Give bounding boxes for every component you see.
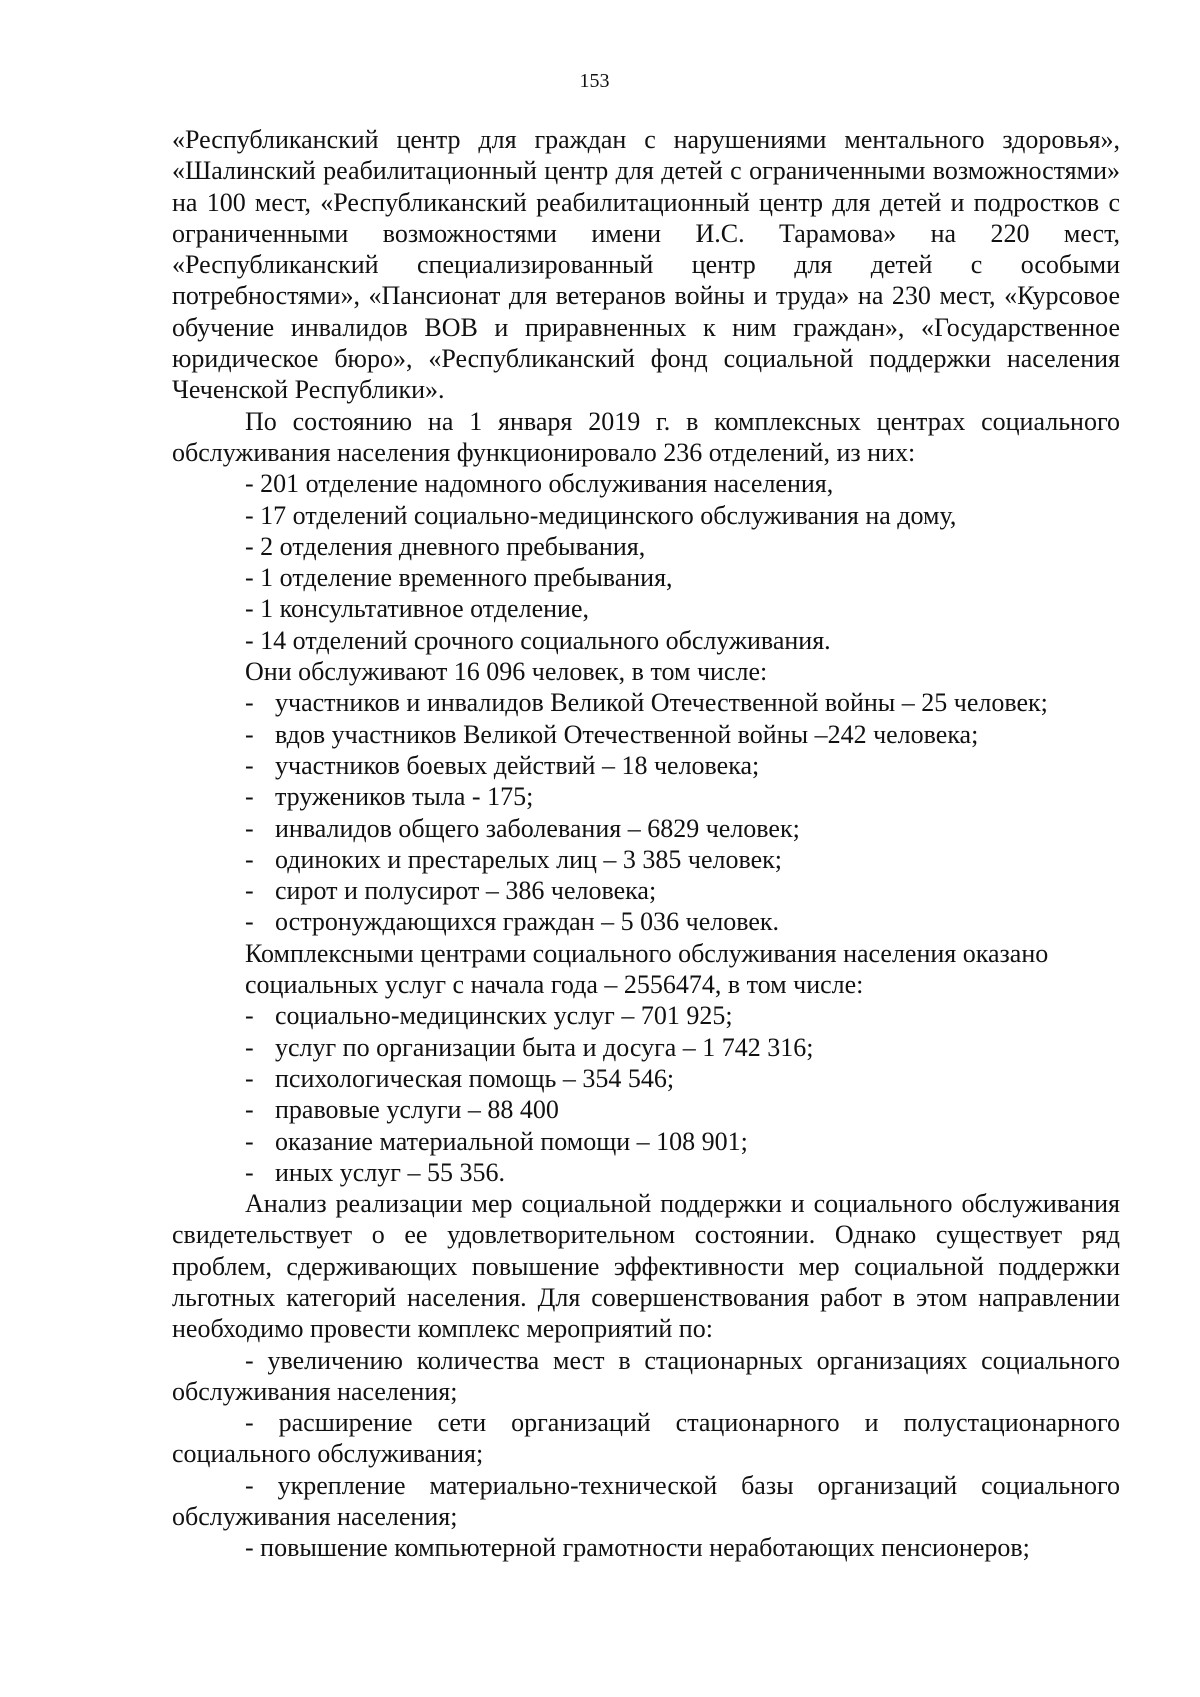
list-dash: -: [245, 750, 254, 780]
list-item: [172, 719, 1120, 750]
list-item: - 201 отделение надомного обслуживания населения,: [245, 469, 834, 499]
list-item-text: правовые услуги – 88 400: [275, 1095, 559, 1125]
list-item: [172, 1157, 1120, 1188]
list-item: [172, 750, 1120, 781]
list-item: [172, 781, 1120, 812]
list-item: - 1 отделение временного пребывания,: [245, 563, 673, 593]
list-item: [172, 875, 1120, 906]
list-dash: -: [245, 719, 254, 749]
analysis-paragraph: Анализ реализации мер социальной поддержки и социального обслуживания свидетельствует о ее удовлетворительном состоянии. Однако существует ряд проблем, сдерживающих повышение эффективности мер социальной поддержки льготных категорий населения. Для совершенствования работ в этом направлении необходимо провести комплекс мероприятий по:: [172, 1189, 1120, 1344]
list-dash: -: [245, 813, 254, 843]
services-intro-line-2: социальных услуг с начала года – 2556474, в том числе:: [245, 970, 864, 1000]
list-dash: -: [245, 1126, 254, 1156]
list-item: [172, 687, 1120, 718]
services-intro-line-1: Комплексными центрами социального обслуживания населения оказано: [245, 938, 1049, 968]
list-item-text: одиноких и престарелых лиц – 3 385 человек;: [275, 844, 783, 874]
list-item-text: услуг по организации быта и досуга – 1 742 316;: [275, 1032, 814, 1062]
list-item-text: тружеников тыла - 175;: [275, 782, 534, 812]
list-item-text: участников и инвалидов Великой Отечественной войны – 25 человек;: [275, 688, 1048, 718]
list-dash: -: [245, 1032, 254, 1062]
list-dash: -: [245, 1063, 254, 1093]
list-item: - 14 отделений срочного социального обслуживания.: [245, 625, 831, 655]
list-dash: -: [245, 1001, 254, 1031]
list-item-text: инвалидов общего заболевания – 6829 человек;: [275, 813, 800, 843]
list-item-text: психологическая помощь – 354 546;: [275, 1063, 675, 1093]
list-item: - 2 отделения дневного пребывания,: [245, 531, 646, 561]
document-body: [172, 124, 1120, 1564]
measures-list: [172, 1345, 1120, 1564]
list-item-text: вдов участников Великой Отечественной войны –242 человека;: [275, 719, 979, 749]
list-dash: -: [245, 1157, 254, 1187]
served-intro: Они обслуживают 16 096 человек, в том числе:: [245, 657, 768, 687]
departments-intro: По состоянию на 1 января 2019 г. в комплексных центрах социального обслуживания населения функционировало 236 отделений, из них:: [172, 406, 1120, 467]
list-item: [172, 1126, 1120, 1157]
list-item-text: сирот и полусирот – 386 человека;: [275, 876, 657, 906]
services-list: [172, 1000, 1120, 1188]
list-item: [172, 1063, 1120, 1094]
page-number: 153: [579, 70, 610, 92]
list-item: [172, 813, 1120, 844]
list-item: [172, 1094, 1120, 1125]
list-dash: -: [245, 1095, 254, 1125]
list-item: [172, 1000, 1120, 1031]
intro-paragraph: «Республиканский центр для граждан с нарушениями ментального здоровья», «Шалинский реабилитационный центр для детей с ограниченными возможностями» на 100 мест, «Республиканский реабилитационный центр для детей и подростков с ограниченными возможностями имени И.С. Тарамова» на 220 мест, «Республиканский специализированный центр для детей с особыми потребностями», «Пансионат для ветеранов войны и труда» на 230 мест, «Курсовое обучение инвалидов ВОВ и приравненных к ним граждан», «Государственное юридическое бюро», «Республиканский фонд социальной поддержки населения Чеченской Республики».: [172, 125, 1120, 405]
list-item: [172, 844, 1120, 875]
list-dash: -: [245, 688, 254, 718]
list-dash: -: [245, 844, 254, 874]
list-item-text: участников боевых действий – 18 человека;: [275, 750, 760, 780]
list-dash: -: [245, 876, 254, 906]
list-item-text: остронуждающихся граждан – 5 036 человек.: [275, 907, 780, 937]
served-list: [172, 687, 1120, 937]
list-dash: -: [245, 907, 254, 937]
list-item: - 1 консультативное отделение,: [245, 594, 589, 624]
list-item-text: иных услуг – 55 356.: [275, 1157, 505, 1187]
list-dash: -: [245, 782, 254, 812]
list-item: - расширение сети организаций стационарного и полустационарного социального обслуживания;: [172, 1408, 1120, 1469]
list-item-text: социально-медицинских услуг – 701 925;: [275, 1001, 733, 1031]
list-item-text: оказание материальной помощи – 108 901;: [275, 1126, 748, 1156]
list-item: - укрепление материально-технической базы организаций социального обслуживания населения;: [172, 1470, 1120, 1532]
list-item: [172, 906, 1120, 937]
departments-list: [172, 468, 1120, 656]
list-item: [172, 1032, 1120, 1063]
list-item: - повышение компьютерной грамотности неработающих пенсионеров;: [245, 1533, 1030, 1563]
list-item: - увеличению количества мест в стационарных организациях социального обслуживания населения;: [172, 1345, 1120, 1406]
list-item: - 17 отделений социально-медицинского обслуживания на дому,: [245, 500, 957, 530]
